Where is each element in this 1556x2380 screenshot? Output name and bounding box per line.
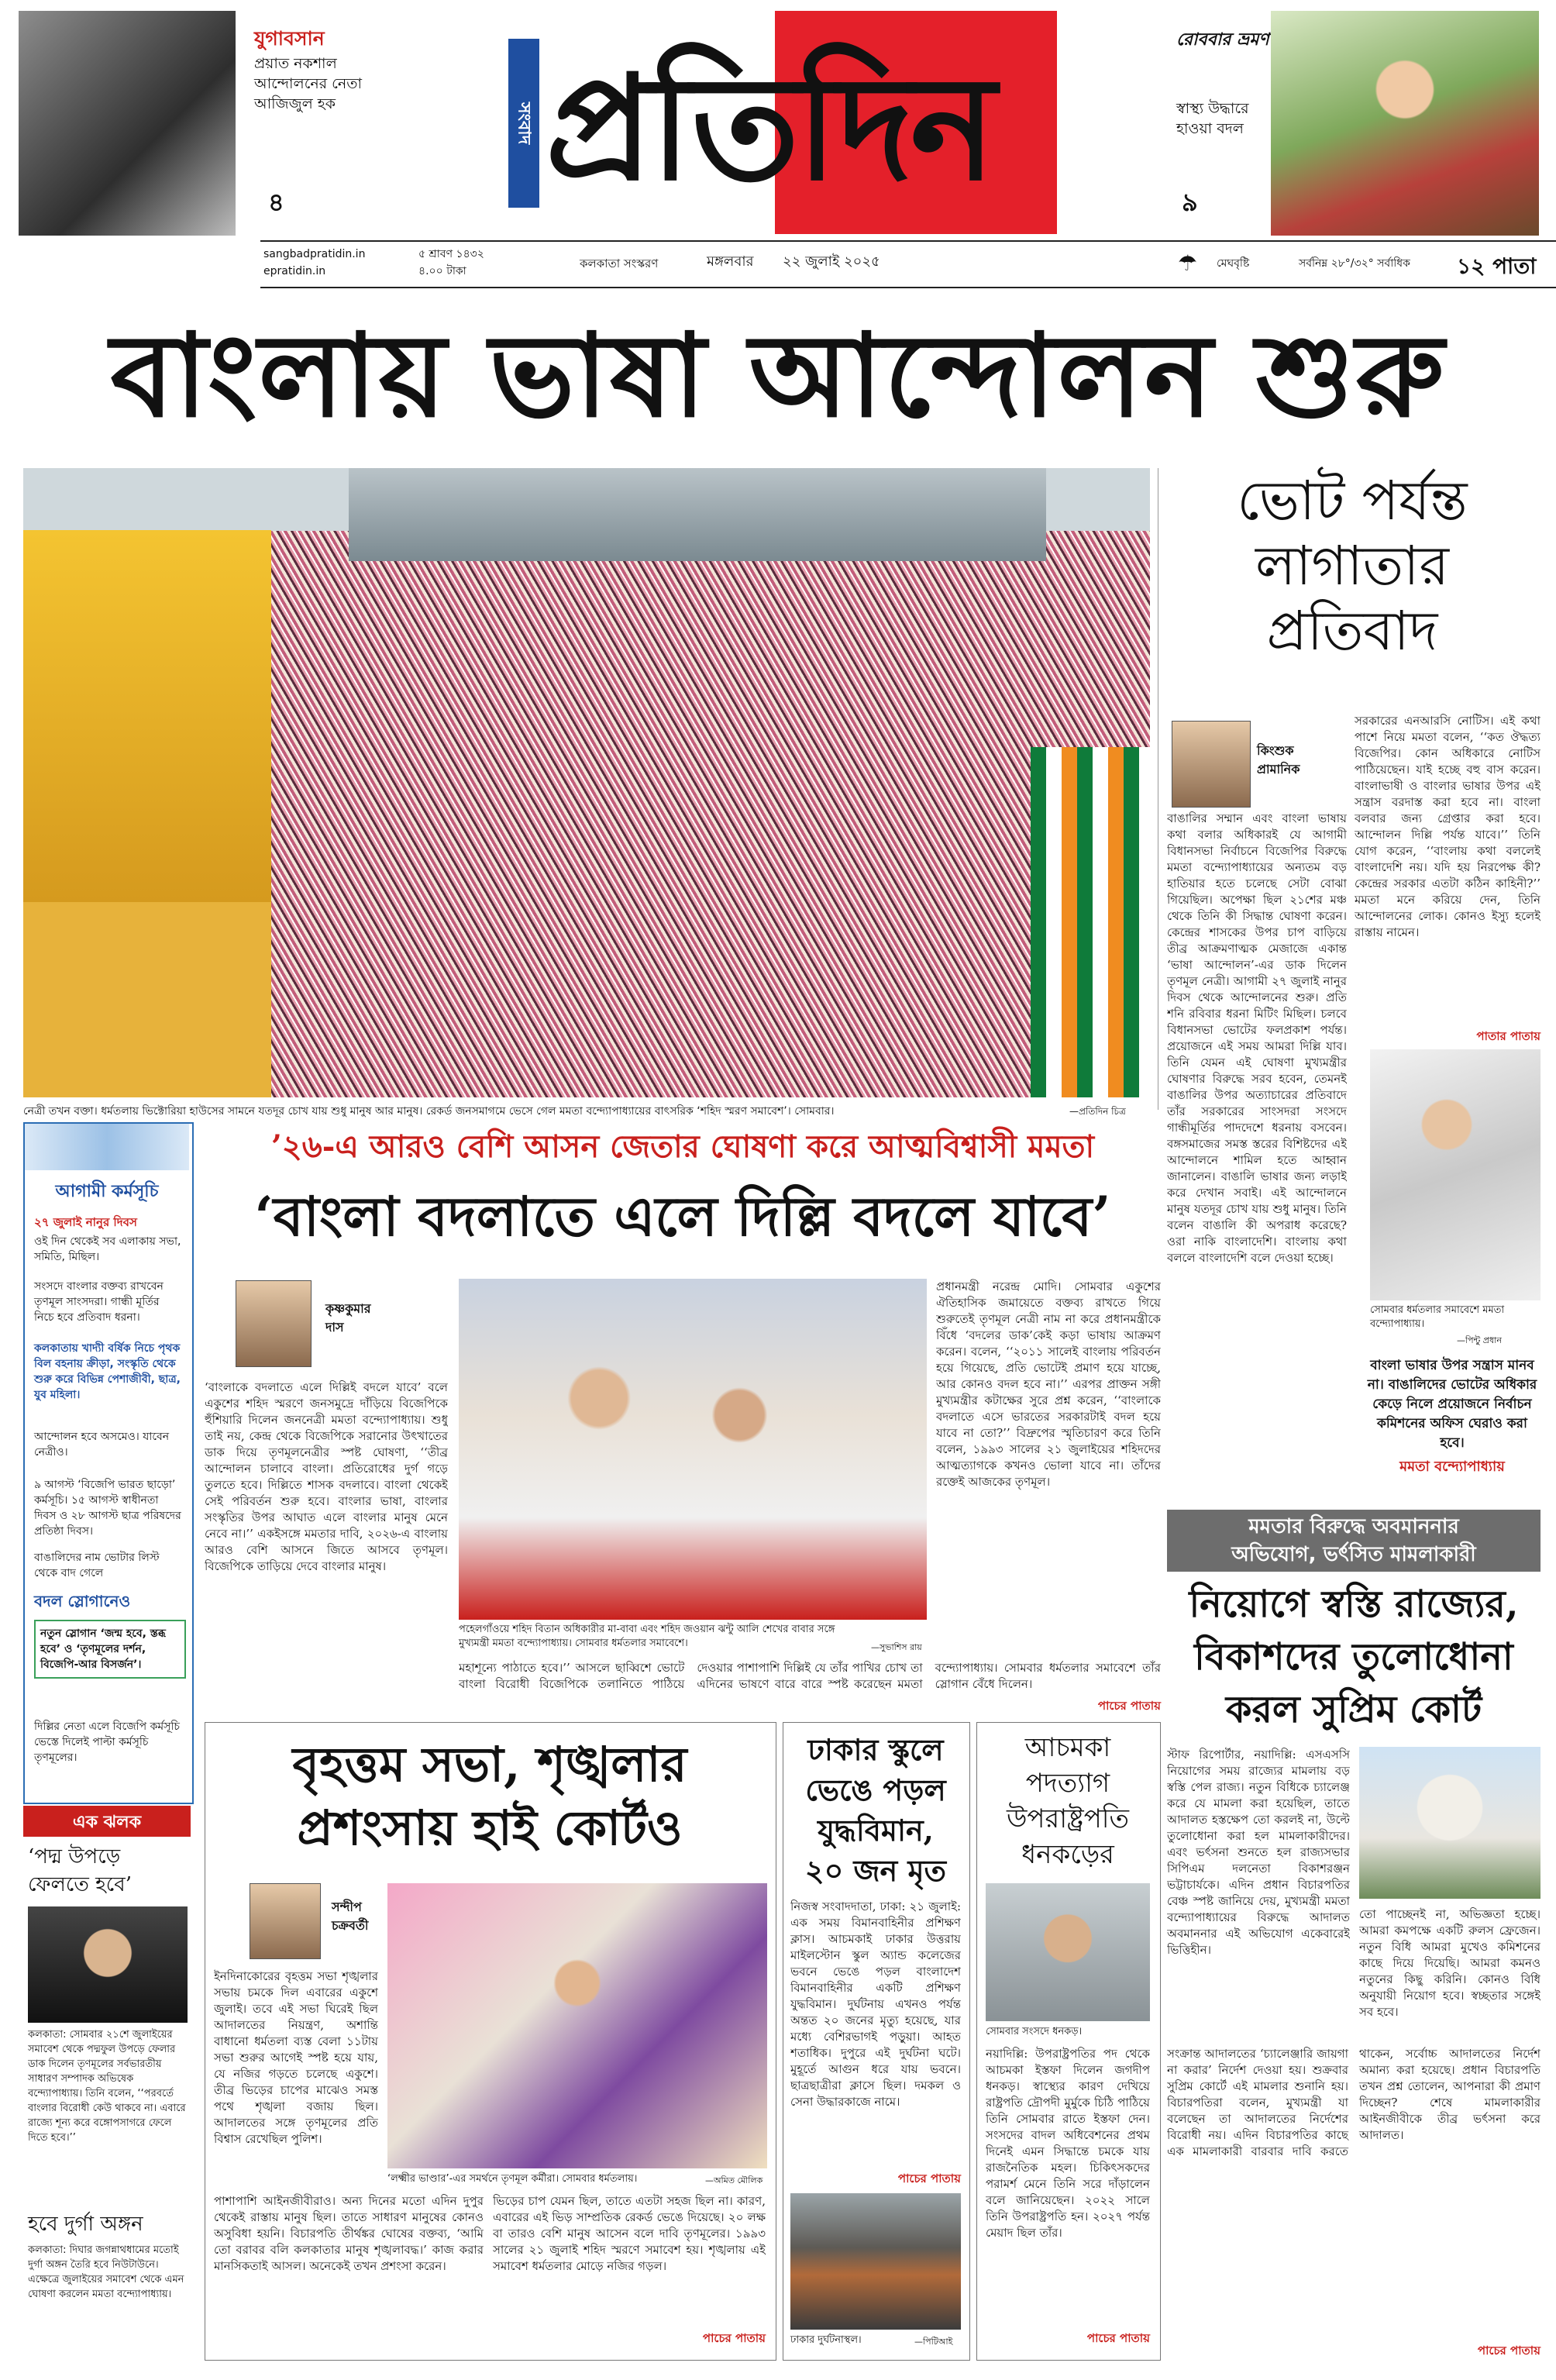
glance-headline[interactable]: ‘পদ্ম উপড়ে ফেলতে হবে’ xyxy=(28,1845,132,1896)
side-byline-1: কিংশুক xyxy=(1257,743,1294,758)
right-teaser-line2: হাওয়া বদল xyxy=(1176,120,1244,137)
second-byline-photo xyxy=(236,1280,312,1367)
second-kicker: ’২৬-এ আরও বেশি আসন জেতার ঘোষণা করে আত্মবিশ্বাসী মমতা xyxy=(270,1128,1095,1165)
right-teaser-photo[interactable] xyxy=(1271,11,1539,236)
left-item-2: ওই দিন থেকেই সব এলাকায় সভা, সমিতি, মিছিল। xyxy=(34,1235,181,1263)
glance-photo-abhishek[interactable] xyxy=(28,1906,188,2023)
masthead-rule-bottom xyxy=(260,287,1556,288)
left-teaser-line1: প্রয়াত নকশাল xyxy=(254,55,337,72)
quote-photo-credit: —পিন্টু প্রধান xyxy=(1457,1335,1502,1345)
left-column-title: আগামী কর্মসূচি xyxy=(55,1182,159,1201)
lead-photo-credit: —প্রতিদিন চিত্র xyxy=(1069,1106,1126,1117)
newspaper-logo[interactable]: প্রতিদিন xyxy=(546,43,993,212)
masthead-rule-top xyxy=(260,240,1556,242)
vp-headline-3[interactable]: উপরাষ্ট্রপতি xyxy=(1006,1803,1130,1834)
slogan-note: দিল্লির নেতা এলে বিজেপি কর্মসূচি ভেস্তে দিলেই পাল্টা কর্মসূচি তৃণমূলের। xyxy=(34,1720,180,1764)
vp-photo-dhankhar[interactable] xyxy=(986,1883,1150,2021)
left-teaser-line2: আন্দোলনের নেতা xyxy=(254,75,362,92)
hc-text-2: পাশাপাশি আইনজীবীরাও। অন্য দিনের মতো এদিন দুপুর থেকেই রাস্তায় মানুষ ছিল। তাতে সাধারণ মানুষের কোনও অসুবিধা হয়নি। বিচারপতি তীর্থঙ্কর ঘোষের বক্তব্য, ‘আমি তো বরাবর বলি কলকাতার মানুষ শৃঙ্খলাবদ্ধ।’ কাজ করার মানসিকতাই আসল। অনেকেই তখন প্রশংসা করেন। xyxy=(214,2194,484,2273)
lead-photo-caption: নেত্রী তখন বক্তা। ধর্মতলায় ভিক্টোরিয়া হাউসের সামনে যতদূর চোখ যায় শুধু মানুষ আর মানুষ। রেকর্ড জনসমাগমে ভেসে গেল মমতা বন্দ্যোপাধ্যায়ের বাৎসরিক ‘শহিদ স্মরণ সমাবেশ’। সোমবার। xyxy=(23,1105,835,1118)
lead-photo-rally[interactable] xyxy=(23,468,1150,1097)
side-byline-photo xyxy=(1172,721,1251,808)
quote-text: বাংলা ভাষার উপর সন্ত্রাস মানব না। বাঙালিদের ভোটের অধিকার কেড়ে নিলে প্রয়োজনে নির্বাচন কমিশনের অফিস ঘেরাও করা হবে। xyxy=(1367,1358,1537,1451)
website-2[interactable]: epratidin.in xyxy=(263,265,326,277)
left-teaser-line3: আজিজুল হক xyxy=(254,95,336,112)
glance2-headline[interactable]: হবে দুর্গা অঙ্গন xyxy=(28,2213,143,2236)
day: মঙ্গলবার xyxy=(707,253,754,270)
second-text-2: প্রধানমন্ত্রী নরেন্দ্র মোদি। সোমবার একুশের ঐতিহাসিক জমায়েতে বক্তব্য রাখতে গিয়ে শুরুতেই তৃণমূল নেত্রী নাম না করে প্রধানমন্ত্রীকে বিঁধে ‘বদলের ডাক’কেই কড়া ভাষায় আক্রমণ করেন। বলেন, ‘‘২০১১ সালেই বাংলায় পরিবর্তন হয়ে গিয়েছে, প্রতি ভোটেই প্রমাণ হয়ে যাচ্ছে, আর কোনও বদল হবে না।’’ এরপর প্রাক্তন সঙ্গী মুখ্যমন্ত্রীর কটাক্ষের সুরে প্রশ্ন করেন, ‘‘বাংলাকে বদলাতে এসে ভারতের সরকারটাই বদল হয়ে যাবে না তো?’’ বিদ্রুপের স্মৃতিচারণ করে তিনি বলেন, ১৯৯৩ সালের ২১ জুলাইয়ের শহিদদের আত্মত্যাগকে কখনও ভোলা যাবে না। তাঁদের রক্তেই আজকের তৃণমূল। xyxy=(936,1280,1161,1489)
left-item-3: সংসদে বাংলার বক্তব্য রাখবেন তৃণমূল সাংসদরা। গান্ধী মূর্তির নিচে হবে প্রতিবাদ ধরনা। xyxy=(34,1280,164,1324)
second-continued[interactable]: পাচের পাতায় xyxy=(1097,1699,1161,1713)
second-photo-caption: পহেলগাঁওয়ে শহিদ বিতান অধিকারীর মা-বাবা এবং শহিদ জওয়ান ঝন্টু আলি শেখের বাবার সঙ্গে মুখ্যমন্ত্রী মমতা বন্দ্যোপাধ্যায়। সোমবার ধর্মতলার সমাবেশে। xyxy=(459,1624,835,1649)
vp-headline-4[interactable]: ধনকড়ের xyxy=(1021,1839,1114,1870)
vp-headline-2[interactable]: পদত্যাগ xyxy=(1025,1768,1110,1799)
side-headline-1[interactable]: ভোট পর্যন্ত xyxy=(1237,469,1468,532)
price: ৪.০০ টাকা xyxy=(418,265,466,277)
quote-author: মমতা বন্দ্যোপাধ্যায় xyxy=(1399,1459,1505,1475)
dhaka-headline-1[interactable]: ঢাকার স্কুলে xyxy=(807,1732,944,1767)
court-text-1: স্টাফ রিপোর্টার, নয়াদিল্লি: এসএসসি নিয়োগের সময় রাজ্যের মামলায় বড় স্বস্তি পেল রাজ্য। নতুন বিধিকে চ্যালেঞ্জ করে যে মামলা করা হয়েছিল, তাতে আদালত হস্তক্ষেপ তো করলই না, উল্টে তুলোধোনা করা হল মামলাকারীদের। এবং ভর্ৎসনা শুনতে হল রাজ্যসভার সিপিএম দলনেতা বিকাশরঞ্জন ভট্টাচার্যকে। এদিন প্রধান বিচারপতির বেঞ্চ স্পষ্ট জানিয়ে দেয়, মুখ্যমন্ত্রী মমতা বন্দ্যোপাধ্যায়ের বিরুদ্ধে আদালত অবমাননার এই অভিযোগ একেবারেই ভিত্তিহীন। xyxy=(1167,1748,1350,1957)
dhaka-continued[interactable]: পাচের পাতায় xyxy=(897,2172,961,2185)
hc-photo-rally[interactable] xyxy=(387,1883,767,2168)
left-item-5: আন্দোলন হবে অসমেও। যাবেন নেত্রীও। xyxy=(34,1431,170,1459)
logo-prefix: সংবাদ xyxy=(514,102,534,145)
slogan-text: নতুন স্লোগান ‘জন্ম হবে, স্তব্ধ হবে’ ও ‘তৃণমূলের দর্শন, বিজেপি-আর বিসর্জন’। xyxy=(34,1620,186,1679)
second-byline-1: কৃষ্ণকুমার xyxy=(325,1301,371,1316)
left-item-6: ৯ আগস্ট ‘বিজেপি ভারত ছাড়ো’ কর্মসূচি। ১৫ আগস্ট স্বাধীনতা দিবস ও ২৮ আগস্ট ছাত্র পরিষদের প্রতিষ্ঠা দিবস। xyxy=(34,1479,181,1538)
hc-text-1: ইনদিনাকোরের বৃহত্তম সভা শৃঙ্খলার সভায় চমকে দিল এবারের একুশে জুলাই। তবে এই সভা ঘিরেই ছিল আদালতের নিয়ন্ত্রণ, অশান্তি বাধানো ধর্মতলা ব্যস্ত বেলা ১১টায় সভা শুরুর আগেই স্পষ্ট হয়ে যায়, যে নজির গড়তে চলেছে একুশে। তীব্র ভিড়ের চাপের মাঝেও সমস্ত পথে শৃঙ্খলা বজায় ছিল। আদালতের সঙ্গে তৃণমূলের প্রতি বিশ্বাস রেখেছিল পুলিশ। xyxy=(214,1969,378,2146)
side-byline-2: প্রামানিক xyxy=(1257,762,1300,777)
weather: মেঘবৃষ্টি xyxy=(1217,257,1250,270)
side-headline-2[interactable]: লাগাতার xyxy=(1255,534,1449,598)
left-teaser-kicker[interactable]: যুগাবসান xyxy=(254,27,325,50)
side-headline-3[interactable]: প্রতিবাদ xyxy=(1266,599,1438,663)
right-teaser-line1: স্বাস্থ্য উদ্ধারে xyxy=(1176,100,1249,117)
dhaka-headline-4[interactable]: ২০ জন মৃত xyxy=(804,1853,947,1888)
court-continued[interactable]: পাচের পাতায় xyxy=(1477,2344,1541,2358)
website-1[interactable]: sangbadpratidin.in xyxy=(263,248,366,260)
bengali-date: ৫ শ্রাবণ ১৪৩২ xyxy=(418,248,484,260)
vp-continued[interactable]: পাচের পাতায় xyxy=(1086,2331,1150,2345)
dhaka-text: নিজস্ব সংবাদদাতা, ঢাকা: ২১ জুলাই: এক সময় বিমানবাহিনীর প্রশিক্ষণ ক্লাস। আচমকাই ঢাকার উত্তরায় মাইলস্টোন স্কুল অ্যান্ড কলেজের ভবনে ভেঙে পড়ল বাংলাদেশ বিমানবাহিনীর একটি প্রশিক্ষণ যুদ্ধবিমান। দুর্ঘটনায় এখনও পর্যন্ত অন্তত ২০ জনের মৃত্যু হয়েছে, যার মধ্যে বেশিরভাগই পড়ুয়া। আহত শতাধিক। দুপুরে এই দুর্ঘটনা ঘটে। মুহূর্তে আগুন ধরে যায় ভবনে। ছাত্রছাত্রীরা ক্লাসে ছিল। দমকল ও সেনা উদ্ধারকাজে নামে। xyxy=(790,1900,961,2109)
dhaka-photo-caption: ঢাকার দুর্ঘটনাস্থল। xyxy=(790,2334,862,2346)
left-teaser-photo[interactable] xyxy=(19,11,236,236)
date: ২২ জুলাই ২০২৫ xyxy=(783,253,880,270)
second-text-3: মহাশূন্যে পাঠাতে হবে।’’ আসলে ছাব্বিশে ভোটে বাংলা বিরোধী বিজেপিকে তলানিতে পাঠিয়ে দেওয়ার পাশাপাশি দিল্লিই যে তাঁর পাখির চোখ তা এদিনের ভাষণে বারে বারে স্পষ্ট করেছেন মমতা বন্দ্যোপাধ্যায়। সোমবার ধর্মতলার সমাবেশে তাঁর স্লোগান বেঁধে দিলেন। xyxy=(459,1661,1161,1691)
lead-headline[interactable]: বাংলায় ভাষা আন্দোলন শুরু xyxy=(110,308,1446,443)
court-headline-1[interactable]: নিয়োগে স্বস্তি রাজ্যের, xyxy=(1189,1583,1519,1626)
vp-text: নয়াদিল্লি: উপরাষ্ট্রপতির পদ থেকে আচমকা ইস্তফা দিলেন জগদীপ ধনকড়। স্বাস্থ্যের কারণ দেখিয়ে রাষ্ট্রপতি দ্রৌপদী মুর্মুকে চিঠি পাঠিয়ে তিনি সোমবার রাতে ইস্তফা দেন। সংসদের বাদল অধিবেশনের প্রথম দিনেই এমন সিদ্ধান্তে চমকে যায় রাজনৈতিক মহল। চিকিৎসকদের পরামর্শ মেনে তিনি সরে দাঁড়ালেন বলে জানিয়েছেন। ২০২২ সালে তিনি উপরাষ্ট্রপতি হন। ২০২৭ পর্যন্ত মেয়াদ ছিল তাঁর। xyxy=(986,2047,1150,2240)
quote-photo-mamata[interactable] xyxy=(1370,1049,1541,1300)
left-item-4: কলকাতায় খাদ্যী বর্ষিক নিচে পৃথক বিল বহনায় ক্রীড়া, সংস্কৃতি থেকে শুরু করে বিভিন্ন পেশাজীবী, ছাত্র, যুব মহিলা। xyxy=(34,1342,181,1401)
left-teaser-page: ৪ xyxy=(268,188,284,217)
side-story-text-1: সরকারের এনআরসি নোটিস। এই কথা পাশে নিয়ে মমতা বলেন, ‘‘কত ঔদ্ধত্য বিজেপির। কোন অধিকারে নোটিস পাঠিয়েছেন। যাই হচ্ছে বহু বাস করেন। বাংলাভাষী ও বাংলার ভাষার উপর এই সন্ত্রাস বরদাস্ত করা হবে না। বাংলা বলবার জন্য গ্রেপ্তার করা হবে। আন্দোলন দিল্লি পর্যন্ত যাবে।’’ তিনি যোগ করেন, ‘‘বাংলায় কথা বললেই বাংলাদেশি নয়। যদি হয় নিরপেক্ষ কী? কেন্দ্রের সরকার এতটা কঠিন কাহিনী?’’ মমতা মনে করিয়ে দেন, তিনি আন্দোলনের লোক। কোনও ইস্যু হলেই রাস্তায় নামেন। xyxy=(1355,714,1541,939)
second-headline[interactable]: ‘বাংলা বদলাতে এলে দিল্লি বদলে যাবে’ xyxy=(254,1184,1111,1249)
hc-byline-2: চক্রবর্তী xyxy=(332,1918,369,1933)
court-headline-2[interactable]: বিকাশদের তুলোধোনা xyxy=(1194,1635,1513,1679)
second-byline-2: দাস xyxy=(325,1320,344,1335)
court-photo-supreme-court[interactable] xyxy=(1359,1747,1541,1899)
second-text-1: ‘বাংলাকে বদলাতে এলে দিল্লিই বদলে যাবে’ বলে একুশের শহিদ স্মরণে জনসমুদ্রে দাঁড়িয়ে বিজেপিকে হুঁশিয়ারি দিলেন জননেত্রী মমতা বন্দ্যোপাধ্যায়। শুধু তাই নয়, কেন্দ্র থেকে বিজেপিকে সরানোর উৎখাতের ডাক দিয়ে তৃণমূলনেত্রীর স্পষ্ট ঘোষণা, ‘‘তীব্র আন্দোলন চালাবে বাংলা। প্রতিরোধের দুর্গ গড়ে তুলতে হবে। দিল্লিতে শাসক বদলাবে। বাংলা থেকেই সেই পরিবর্তন শুরু হবে। বাংলার ভাষা, বাংলার সংস্কৃতির উপর আঘাত এলে বাংলার মানুষ মেনে নেবে না।’’ একইসঙ্গে মমতার দাবি, ২০২৬-এ বাংলায় আরও বেশি আসনে জিতে আসবে তৃণমূল। বিজেপিকে তাড়িয়ে দেবে বাংলার মানুষ। xyxy=(205,1380,448,1573)
left-column-top-deco xyxy=(25,1124,189,1170)
hc-headline-1[interactable]: বৃহত্তম সভা, শৃঙ্খলার xyxy=(292,1736,687,1793)
dhaka-photo-crash[interactable] xyxy=(790,2193,961,2330)
hc-continued[interactable]: পাচের পাতায় xyxy=(702,2331,766,2345)
quote-photo-caption: সোমবার ধর্মতলার সমাবেশে মমতা বন্দ্যোপাধ্যায়। xyxy=(1370,1304,1505,1330)
left-item-1: ২৭ জুলাই নানুর দিবস xyxy=(34,1215,137,1229)
hc-photo-credit: —অমিত মৌলিক xyxy=(705,2175,763,2185)
cloud-rain-icon: ☂ xyxy=(1178,250,1198,276)
right-teaser-brand: রোববার ভ্রমণ xyxy=(1176,30,1269,50)
court-kicker-line2: অভিযোগ, ভর্ৎসিত মামলাকারী xyxy=(1231,1543,1476,1566)
court-headline-3[interactable]: করল সুপ্রিম কোর্ট xyxy=(1225,1688,1482,1731)
vp-headline-1[interactable]: আচমকা xyxy=(1024,1732,1111,1763)
right-teaser-page: ৯ xyxy=(1182,188,1198,217)
second-photo-family[interactable] xyxy=(459,1279,927,1620)
vp-photo-caption: সোমবার সংসদে ধনকড়। xyxy=(986,2026,1083,2037)
hc-byline-photo xyxy=(250,1883,321,1959)
court-text-2: সংক্রান্ত আদালতের ‘চ্যালেঞ্জারি জায়গা না করার’ নির্দেশ দেওয়া হয়। শুক্রবার সুপ্রিম কোর্টে এই মামলার শুনানি হয়। বিচারপতিরা বলেন, মুখ্যমন্ত্রী যা বলেছেন তা আদালতের নির্দেশের বিরোধী নয়। এদিন বিচারপতির কাছে এক মামলাকারী বারবার দাবি করতে থাকেন, সর্বোচ্চ আদালতের নির্দেশ অমান্য করা হয়েছে। প্রধান বিচারপতি তখন প্রশ্ন তোলেন, আপনারা কী প্রমাণ দিচ্ছেন? শেষে মামলাকারীর আইনজীবীকে তীব্র ভর্ৎসনা করে আদালত। xyxy=(1167,2047,1541,2158)
court-text-3: তো পাচ্ছেনই না, অভিজ্ঞতা হচ্ছে। আমরা কমপক্ষে একটি রুলস ফ্রেজেন। নতুন বিধি আমরা মুখেও কমিশনের কাছে দিয়ে দিয়েছি। আমরা কমনও নতুনের কিছু করিনি। কোনও বিধি অনুযায়ী নিয়োগ হবে। স্বচ্ছতার সঙ্গেই সব হবে। xyxy=(1359,1907,1541,2019)
hc-headline-2[interactable]: প্রশংসায় হাই কোর্টও xyxy=(297,1800,683,1856)
hc-byline-1: সন্দীপ xyxy=(332,1900,362,1914)
glance2-text: কলকাতা: দিঘার জগন্নাথধামের মতোই দুর্গা অঙ্গন তৈরি হবে নিউটাউনে। এক্ষেত্রে জুলাইয়ের সমাবেশ থেকে এমন ঘোষণা করলেন মমতা বন্দ্যোপাধ্যায়। xyxy=(28,2244,184,2300)
edition: কলকাতা সংস্করণ xyxy=(580,257,659,270)
temperature: সর্বনিম্ন ২৮°/৩২° সর্বাধিক xyxy=(1299,257,1410,270)
left-item-7: বাঙালিদের নাম ভোটার লিস্ট থেকে বাদ গেলে xyxy=(34,1552,160,1579)
dhaka-photo-credit: —পিটিআই xyxy=(914,2337,953,2347)
dhaka-headline-3[interactable]: যুদ্ধবিমান, xyxy=(818,1813,934,1848)
dhaka-headline-2[interactable]: ভেঙে পড়ল xyxy=(805,1772,946,1807)
glance-text: কলকাতা: সোমবার ২১শে জুলাইয়ের সমাবেশ থেকে পদ্মফুল উপড়ে ফেলার ডাক দিলেন তৃণমূলের সর্বভারতীয় সাধারণ সম্পাদক অভিষেক বন্দ্যোপাধ্যায়। তিনি বলেন, ‘‘পরবর্তে বাংলার বিরোধী কেউ থাকবে না। এবারে রাজ্যে শূন্য করে বঙ্গোপসাগরে ফেলে দিতে হবে।’’ xyxy=(28,2029,186,2144)
side-story-text-2: বাঙালির সম্মান এবং বাংলা ভাষায় কথা বলার অধিকারই যে আগামী বিধানসভা নির্বাচনে বিজেপির বিরুদ্ধে মমতা বন্দ্যোপাধ্যায়ের অন্যতম বড় হাতিয়ার হতে চলেছে সেটা বোঝা গিয়েছিল। অপেক্ষা ছিল ২১শের মঞ্চ থেকে তিনি কী সিদ্ধান্ত ঘোষণা করেন। কেন্দ্রের শাসকের উপর চাপ বাড়িয়ে তীব্র আক্রমণাত্মক মেজাজে একান্ত ‘ভাষা আন্দোলন’-এর ডাক দিলেন তৃণমূল নেত্রী। আগামী ২৭ জুলাই নানুর দিবস থেকে আন্দোলনের শুরু। প্রতি শনি রবিবার ধরনা মিটিং মিছিল। চলবে বিধানসভা ভোটের ফলপ্রকাশ পর্যন্ত। প্রয়োজনে এই সময় আমরা দিল্লি যাব। তিনি যেমন এই ঘোষণা মুখ্যমন্ত্রীর ঘোষণার বিরুদ্ধে সরব হবেন, তেমনই বাঙালির উপর অত্যাচারের প্রতিবাদে তাঁর সরকারের সাংসদরা সংসদে গান্ধীমূর্তির পাদদেশে ধরনায় বসবেন। বঙ্গসমাজের সমস্ত স্তরের বিশিষ্টদের এই আন্দোলনে শামিল হতে আহ্বান জানালেন। বাঙালি ভাষার জন্য লড়াই করে দেখান সবাই। এই আন্দোলনে মানুষ যতদূর চোখ যায় শুধু মানুষ। তিনি বলেন বাঙালি কী অপরাধ করেছে? ওরা নাকি বাংলাদেশি। বাংলায় কথা বললে বাংলাদেশি বলে দেওয়া হচ্ছে। xyxy=(1167,811,1347,1265)
glance-title: এক ঝলক xyxy=(72,1813,142,1832)
court-kicker-line1: মমতার বিরুদ্ধে অবমাননার xyxy=(1248,1515,1459,1538)
side-story-continued[interactable]: পাতার পাতায় xyxy=(1476,1029,1541,1043)
second-photo-credit: —সুভাশিস রায় xyxy=(871,1642,922,1652)
page-count: ১২ পাতা xyxy=(1457,253,1537,279)
slogan-title: বদল স্লোগানেও xyxy=(34,1592,131,1610)
hc-photo-caption: ‘লক্ষ্মীর ভাণ্ডার’-এর সমর্থনে তৃণমূল কর্মীরা। সোমবার ধর্মতলায়। xyxy=(387,2173,638,2185)
hc-text-3: ভিড়ের চাপ যেমন ছিল, তাতে এতটা সহজ ছিল না। কারণ, এবারের এই ভিড় সাম্প্রতিক রেকর্ড ভেঙে দিয়েছে। ২০ লক্ষ বা তারও বেশি মানুষ আসেন বলে দাবি তৃণমূলের। ১৯৯৩ সালের ২১ জুলাই শহিদ স্মরণে সমাবেশ হয়। শৃঙ্খলায় এই সমাবেশ ধর্মতলার মোড়ে নজির গড়ল। xyxy=(493,2194,766,2273)
